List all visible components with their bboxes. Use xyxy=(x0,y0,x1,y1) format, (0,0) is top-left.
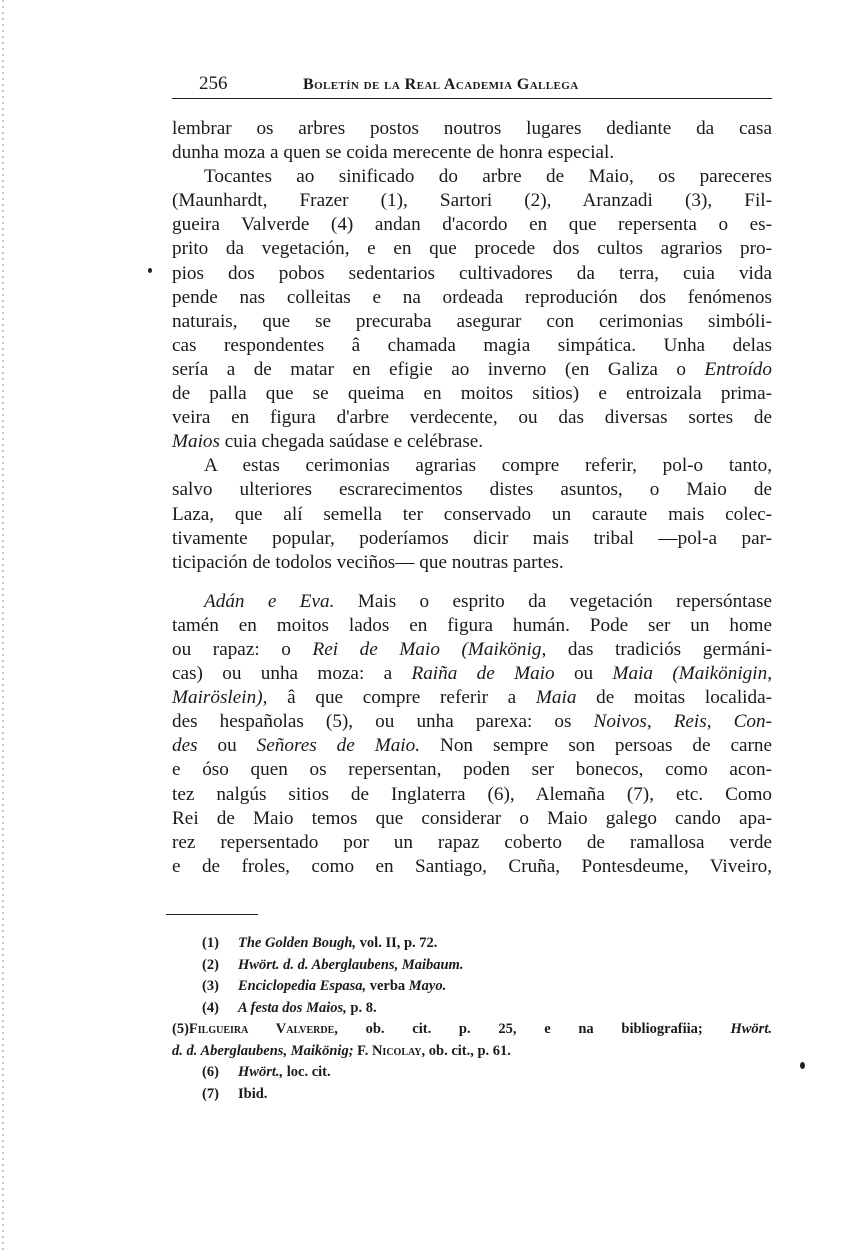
text-line xyxy=(172,262,772,286)
footnote-number: (1) xyxy=(202,935,219,951)
text-line xyxy=(172,406,772,430)
text-run: salvo ulteriores escrarecimentos distes asuntos, o Maio de xyxy=(172,479,772,501)
italic-text: Maia (Maikönigin, xyxy=(612,663,772,685)
footnote-text xyxy=(189,1021,772,1037)
page-number: 256 xyxy=(199,73,228,94)
italic-text: Maia xyxy=(535,687,577,709)
italic-text: Adán e Eva. xyxy=(204,590,335,612)
footnote-number: (3) xyxy=(202,978,219,994)
italic-text: The Golden Bough, xyxy=(238,935,357,951)
text-run: rez repersentado por un rapaz coberto de ramallosa verde xyxy=(172,831,772,853)
text-line xyxy=(172,189,772,213)
footnote-continuation xyxy=(172,1041,772,1063)
text-run: naturais, que se precuraba asegurar con cerimonias simbóli- xyxy=(172,310,772,332)
footnote-text xyxy=(238,1000,377,1016)
footnote-number: (7) xyxy=(202,1085,219,1102)
text-run: ou xyxy=(197,735,257,757)
text-line xyxy=(172,710,772,734)
text-run: das tradiciós germáni- xyxy=(546,638,772,660)
text-line xyxy=(172,286,772,310)
text-run: , ob. cit., p. 61. xyxy=(421,1042,511,1059)
print-speck xyxy=(148,268,152,273)
text-line xyxy=(172,165,772,189)
italic-text: Mairöslein), xyxy=(172,687,268,709)
italic-text: Hwört. xyxy=(730,1021,772,1037)
footnotes xyxy=(172,933,772,1105)
text-run: (Maunhardt, Frazer (1), Sartori (2), Aranzadi (3), Fil- xyxy=(172,190,772,212)
text-line xyxy=(172,527,772,551)
text-run: Laza, que alí semella ter conservado un caraute mais colec- xyxy=(172,503,772,525)
page-header xyxy=(172,70,772,98)
text-line xyxy=(172,551,772,575)
text-run: veira en figura d'arbre verdecente, ou das diversas sortes de xyxy=(172,407,772,429)
footnote xyxy=(172,1062,772,1084)
running-title: Boletín de la Real Academia Gallega xyxy=(303,76,579,93)
footnote xyxy=(172,998,772,1020)
italic-text: Señores de Maio. xyxy=(256,735,421,757)
text-run: loc. cit. xyxy=(283,1064,331,1080)
text-run: sería a de matar en efigie ao inverno (en Galiza o xyxy=(172,358,705,380)
text-run: cuia chegada saúdase e celébrase. xyxy=(219,431,484,453)
text-run: ticipación de todolos veciños— que noutras partes. xyxy=(172,551,564,573)
text-run: A estas cerimonias agrarias compre referir, pol-o tanto, xyxy=(204,455,772,477)
text-run: tamén en moitos lados en figura humán. Pode ser un home xyxy=(172,614,772,636)
text-run: Non sempre son persoas de carne xyxy=(420,735,772,757)
footnote xyxy=(172,955,772,977)
footnote-rule xyxy=(166,914,258,915)
text-run: de palla que se queima en moitos sitios) e entroizala prima- xyxy=(172,383,772,405)
italic-text: Enciclopedia Espasa, xyxy=(238,978,367,994)
footnote-text xyxy=(238,957,463,973)
text-run: e óso quen os repersentan, poden ser bonecos, como acon- xyxy=(172,759,772,781)
text-line xyxy=(172,454,772,478)
text-run: gueira Valverde (4) andan d'acordo en que repersenta o es- xyxy=(172,214,772,236)
text-run: Filgueira Valverde xyxy=(188,1021,335,1037)
text-line xyxy=(172,807,772,831)
italic-text: Raiña de Maio xyxy=(411,663,555,685)
text-line xyxy=(172,310,772,334)
text-line xyxy=(172,237,772,261)
footnote-text xyxy=(238,1086,267,1102)
text-line xyxy=(172,758,772,782)
text-run: dunha moza a quen se coida merecente de honra especial. xyxy=(172,142,615,164)
italic-text: Noivos, Reis, Con- xyxy=(593,711,772,733)
text-run: prito da vegetación, e en que procede dos cultos agrarios pro- xyxy=(172,238,772,260)
text-line xyxy=(172,614,772,638)
text-run: vol. II, p. 72. xyxy=(356,935,438,951)
text-run: tivamente popular, poderíamos dicir mais tribal —pol-a par- xyxy=(172,527,772,549)
text-line xyxy=(172,503,772,527)
text-run: lembrar os arbres postos noutros lugares dediante da casa xyxy=(172,118,772,139)
italic-text: d. d. Aberglaubens, Maikönig; xyxy=(172,1042,354,1059)
text-line xyxy=(172,662,772,686)
text-run: tez nalgús sitios de Inglaterra (6), Alemaña (7), etc. Como xyxy=(172,783,772,805)
text-run: ou rapaz: o xyxy=(172,638,313,660)
footnote xyxy=(172,1019,772,1041)
text-line xyxy=(172,141,772,165)
text-line xyxy=(172,734,772,758)
print-speck xyxy=(800,1062,805,1069)
text-line xyxy=(172,638,772,662)
paragraph-gap xyxy=(172,575,772,590)
text-line xyxy=(172,382,772,406)
header-rule xyxy=(172,98,772,99)
footnote-text xyxy=(238,1064,331,1080)
text-line xyxy=(172,855,772,879)
scan-edge-artifact xyxy=(2,0,4,1254)
text-line xyxy=(172,783,772,807)
text-run: p. 8. xyxy=(346,999,377,1016)
text-line xyxy=(172,590,772,614)
italic-text: des xyxy=(172,735,198,757)
text-run: cas) ou unha moza: a xyxy=(172,663,412,685)
text-run: Mais o esprito da vegetación repersóntase xyxy=(334,590,773,612)
italic-text: Mayo. xyxy=(408,978,447,994)
text-line xyxy=(172,213,772,237)
text-run: â que compre referir a xyxy=(267,687,536,709)
text-run: pende nas colleitas e na ordeada reprodución dos fenómenos xyxy=(172,286,772,308)
italic-text: Maios xyxy=(172,431,220,453)
footnote-number: (2) xyxy=(202,956,219,973)
footnote-number: (6) xyxy=(202,1064,219,1080)
text-run: e de froles, como en Santiago, Cruña, Pontesdeume, Viveiro, xyxy=(172,855,772,877)
italic-text: Rei de Maio (Maikönig, xyxy=(312,638,547,660)
text-line xyxy=(172,478,772,502)
footnote-text xyxy=(238,935,437,951)
text-run: Rei de Maio temos que considerar o Maio galego cando apa- xyxy=(172,807,772,829)
italic-text: Hwört., xyxy=(238,1064,284,1080)
text-line xyxy=(172,334,772,358)
text-run: verba xyxy=(366,978,409,994)
text-run: pios dos pobos sedentarios cultivadores da terra, cuia vida xyxy=(172,262,772,284)
text-run: cas respondentes â chamada magia simpática. Unha delas xyxy=(172,334,772,356)
text-line xyxy=(172,358,772,382)
text-run: ou xyxy=(554,663,613,685)
footnote-number: (5) xyxy=(172,1021,189,1037)
text-run: F. xyxy=(353,1042,372,1059)
text-line xyxy=(172,430,772,454)
footnote xyxy=(172,976,772,998)
text-run: des hespañolas (5), ou unha parexa: os xyxy=(172,711,594,733)
footnote xyxy=(172,933,772,955)
body-text xyxy=(172,117,772,879)
text-line xyxy=(172,831,772,855)
text-run: Ibid. xyxy=(238,1085,268,1102)
text-run: Nicolay xyxy=(371,1042,422,1059)
text-run: Tocantes ao sinificado do arbre de Maio, os pareceres xyxy=(204,166,772,188)
text-run: de moitas localida- xyxy=(576,687,772,709)
footnote-number: (4) xyxy=(202,999,219,1016)
footnote-text xyxy=(238,978,446,994)
italic-text: Hwört. d. d. Aberglaubens, Maibaum. xyxy=(238,956,464,973)
footnote xyxy=(172,1084,772,1106)
italic-text: A festa dos Maios, xyxy=(238,999,347,1016)
text-run: , ob. cit. p. 25, e na bibliografiia; xyxy=(334,1021,731,1037)
text-line xyxy=(172,117,772,141)
italic-text: Entroído xyxy=(704,358,772,380)
text-line xyxy=(172,686,772,710)
